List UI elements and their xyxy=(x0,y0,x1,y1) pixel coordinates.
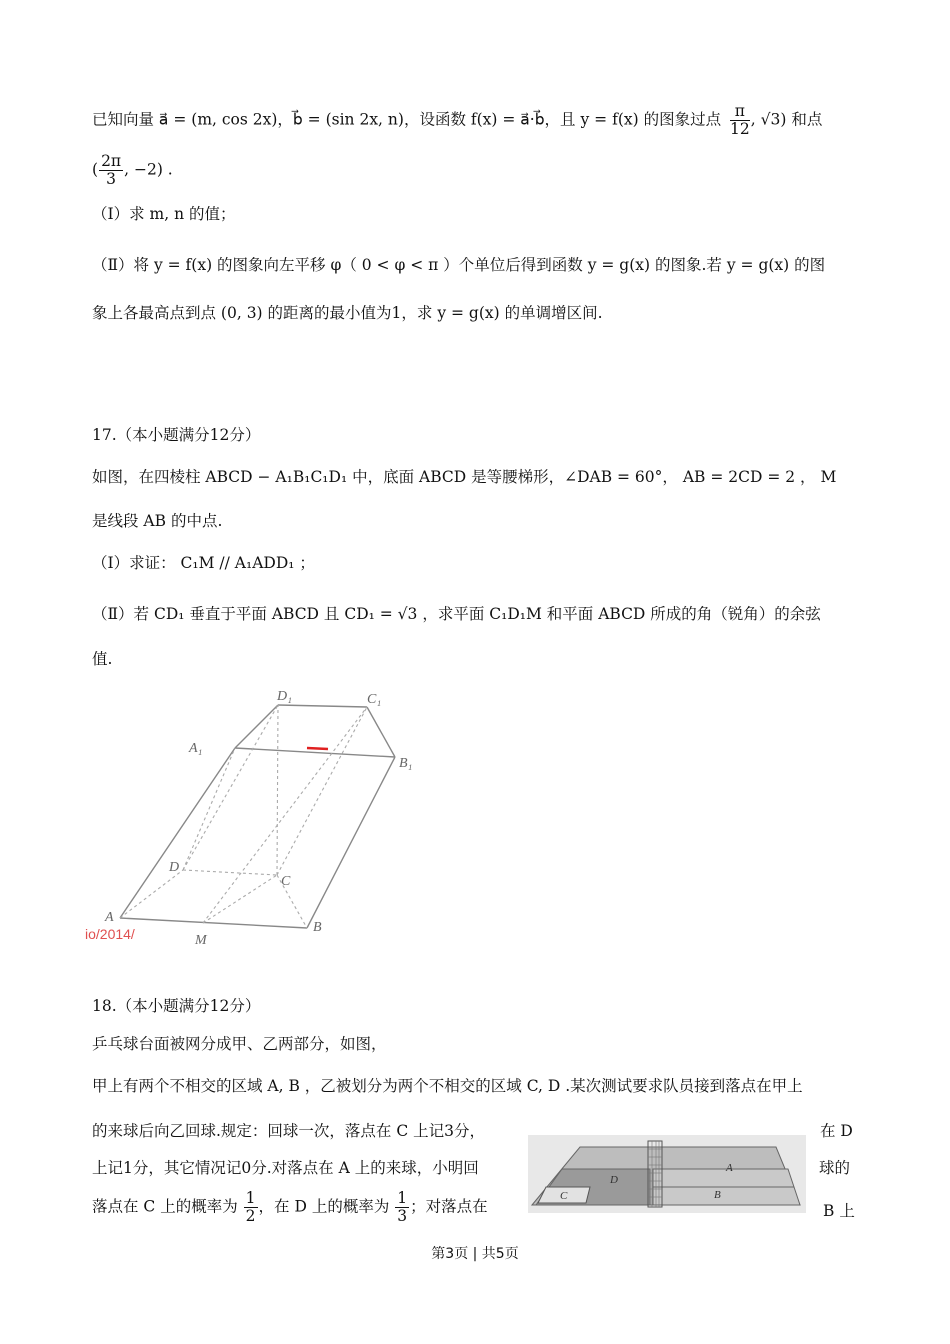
table-label-D: D xyxy=(610,1174,618,1186)
q18-p4-left: 上记1分，其它情况记0分.对落点在 A 上的来球，小明回 xyxy=(92,1159,479,1177)
frac-den: 3 xyxy=(106,170,117,188)
q18-header: 18.（本小题满分12分） xyxy=(92,997,261,1015)
q17-part2b: 值. xyxy=(92,650,113,668)
q18-p5 xyxy=(92,1190,488,1225)
table-label-A: A xyxy=(726,1162,733,1174)
q16-line1 xyxy=(92,103,822,138)
label-B1: B₁ xyxy=(399,756,413,771)
label-A1: A₁ xyxy=(189,741,203,756)
table-label-B: B xyxy=(714,1189,721,1201)
paren: ( xyxy=(92,160,99,179)
q16-line2 xyxy=(92,153,173,188)
fraction-pi-12 xyxy=(730,103,750,138)
frac-num: 2π xyxy=(101,152,122,170)
q17-part2a: （Ⅱ）若 CD₁ 垂直于平面 ABCD 且 CD₁ = √3 ，求平面 C₁D₁M 和平面 ABCD 所成的角（锐角）的余弦 xyxy=(92,605,821,623)
fraction-2pi-3 xyxy=(99,153,123,188)
q18-p5-right: B 上 xyxy=(823,1202,855,1220)
label-M: M xyxy=(195,933,207,948)
frac-num: 1 xyxy=(245,1189,256,1207)
label-D1: D₁ xyxy=(277,689,292,704)
label-C: C xyxy=(281,874,291,889)
q18-p5-text: ，在 D 上的概率为 xyxy=(258,1197,390,1216)
q16-part2b: 象上各最高点到点 (0, 3) 的距离的最小值为1，求 y = g(x) 的单调增区间. xyxy=(92,304,603,322)
q18-p3-right: 在 D xyxy=(820,1122,853,1140)
q16-point2-text: , −2) . xyxy=(124,160,173,179)
label-B: B xyxy=(313,920,322,935)
q18-p5-text: ；对落点在 xyxy=(410,1197,488,1216)
q18-p3-left: 的来球后向乙回球.规定：回球一次，落点在 C 上记3分， xyxy=(92,1122,486,1140)
q17-header: 17.（本小题满分12分） xyxy=(92,426,261,444)
q16-point-text: , √3) 和点 xyxy=(750,110,823,129)
frac-den: 12 xyxy=(730,120,750,138)
q16-text: 已知向量 a⃗ = (m, cos 2x)，b⃗ = (sin 2x, n)，设函数 f(x) = a⃗·b⃗，且 y = f(x) 的图象过点 xyxy=(92,110,722,129)
label-A: A xyxy=(105,910,114,925)
table-figure xyxy=(528,1135,806,1213)
table-label-C: C xyxy=(560,1190,568,1202)
q17-p1: 如图，在四棱柱 ABCD − A₁B₁C₁D₁ 中，底面 ABCD 是等腰梯形，∠DAB = 60°， AB = 2CD = 2 ， M xyxy=(92,468,837,486)
frac-den: 2 xyxy=(245,1207,256,1225)
prism-figure xyxy=(85,685,425,950)
page-footer: 第3页 | 共5页 xyxy=(431,1246,519,1262)
frac-den: 3 xyxy=(397,1207,408,1225)
frac-num: 1 xyxy=(397,1189,408,1207)
frac-num: π xyxy=(730,103,750,121)
fraction-1-2 xyxy=(244,1190,258,1225)
q16-part2a: （Ⅱ）将 y = f(x) 的图象向左平移 φ（ 0 < φ < π ）个单位后得到函数 y = g(x) 的图象.若 y = g(x) 的图 xyxy=(92,256,826,274)
q18-p2: 甲上有两个不相交的区域 A, B ，乙被划分为两个不相交的区域 C, D .某次测试要求队员接到落点在甲上 xyxy=(92,1077,803,1095)
q16-part1: （Ⅰ）求 m, n 的值； xyxy=(92,205,236,223)
label-C1: C₁ xyxy=(367,692,382,707)
label-D: D xyxy=(169,860,180,875)
watermark: io/2014/ xyxy=(85,926,135,942)
q18-p1: 乒乓球台面被网分成甲、乙两部分，如图， xyxy=(92,1035,387,1053)
fraction-1-3 xyxy=(395,1190,409,1225)
q18-p5-text: 落点在 C 上的概率为 xyxy=(92,1197,238,1216)
q17-part1: （Ⅰ）求证： C₁M // A₁ADD₁ ； xyxy=(92,554,315,572)
q17-p2: 是线段 AB 的中点. xyxy=(92,512,223,530)
q18-p4-right: 球的 xyxy=(819,1159,851,1177)
